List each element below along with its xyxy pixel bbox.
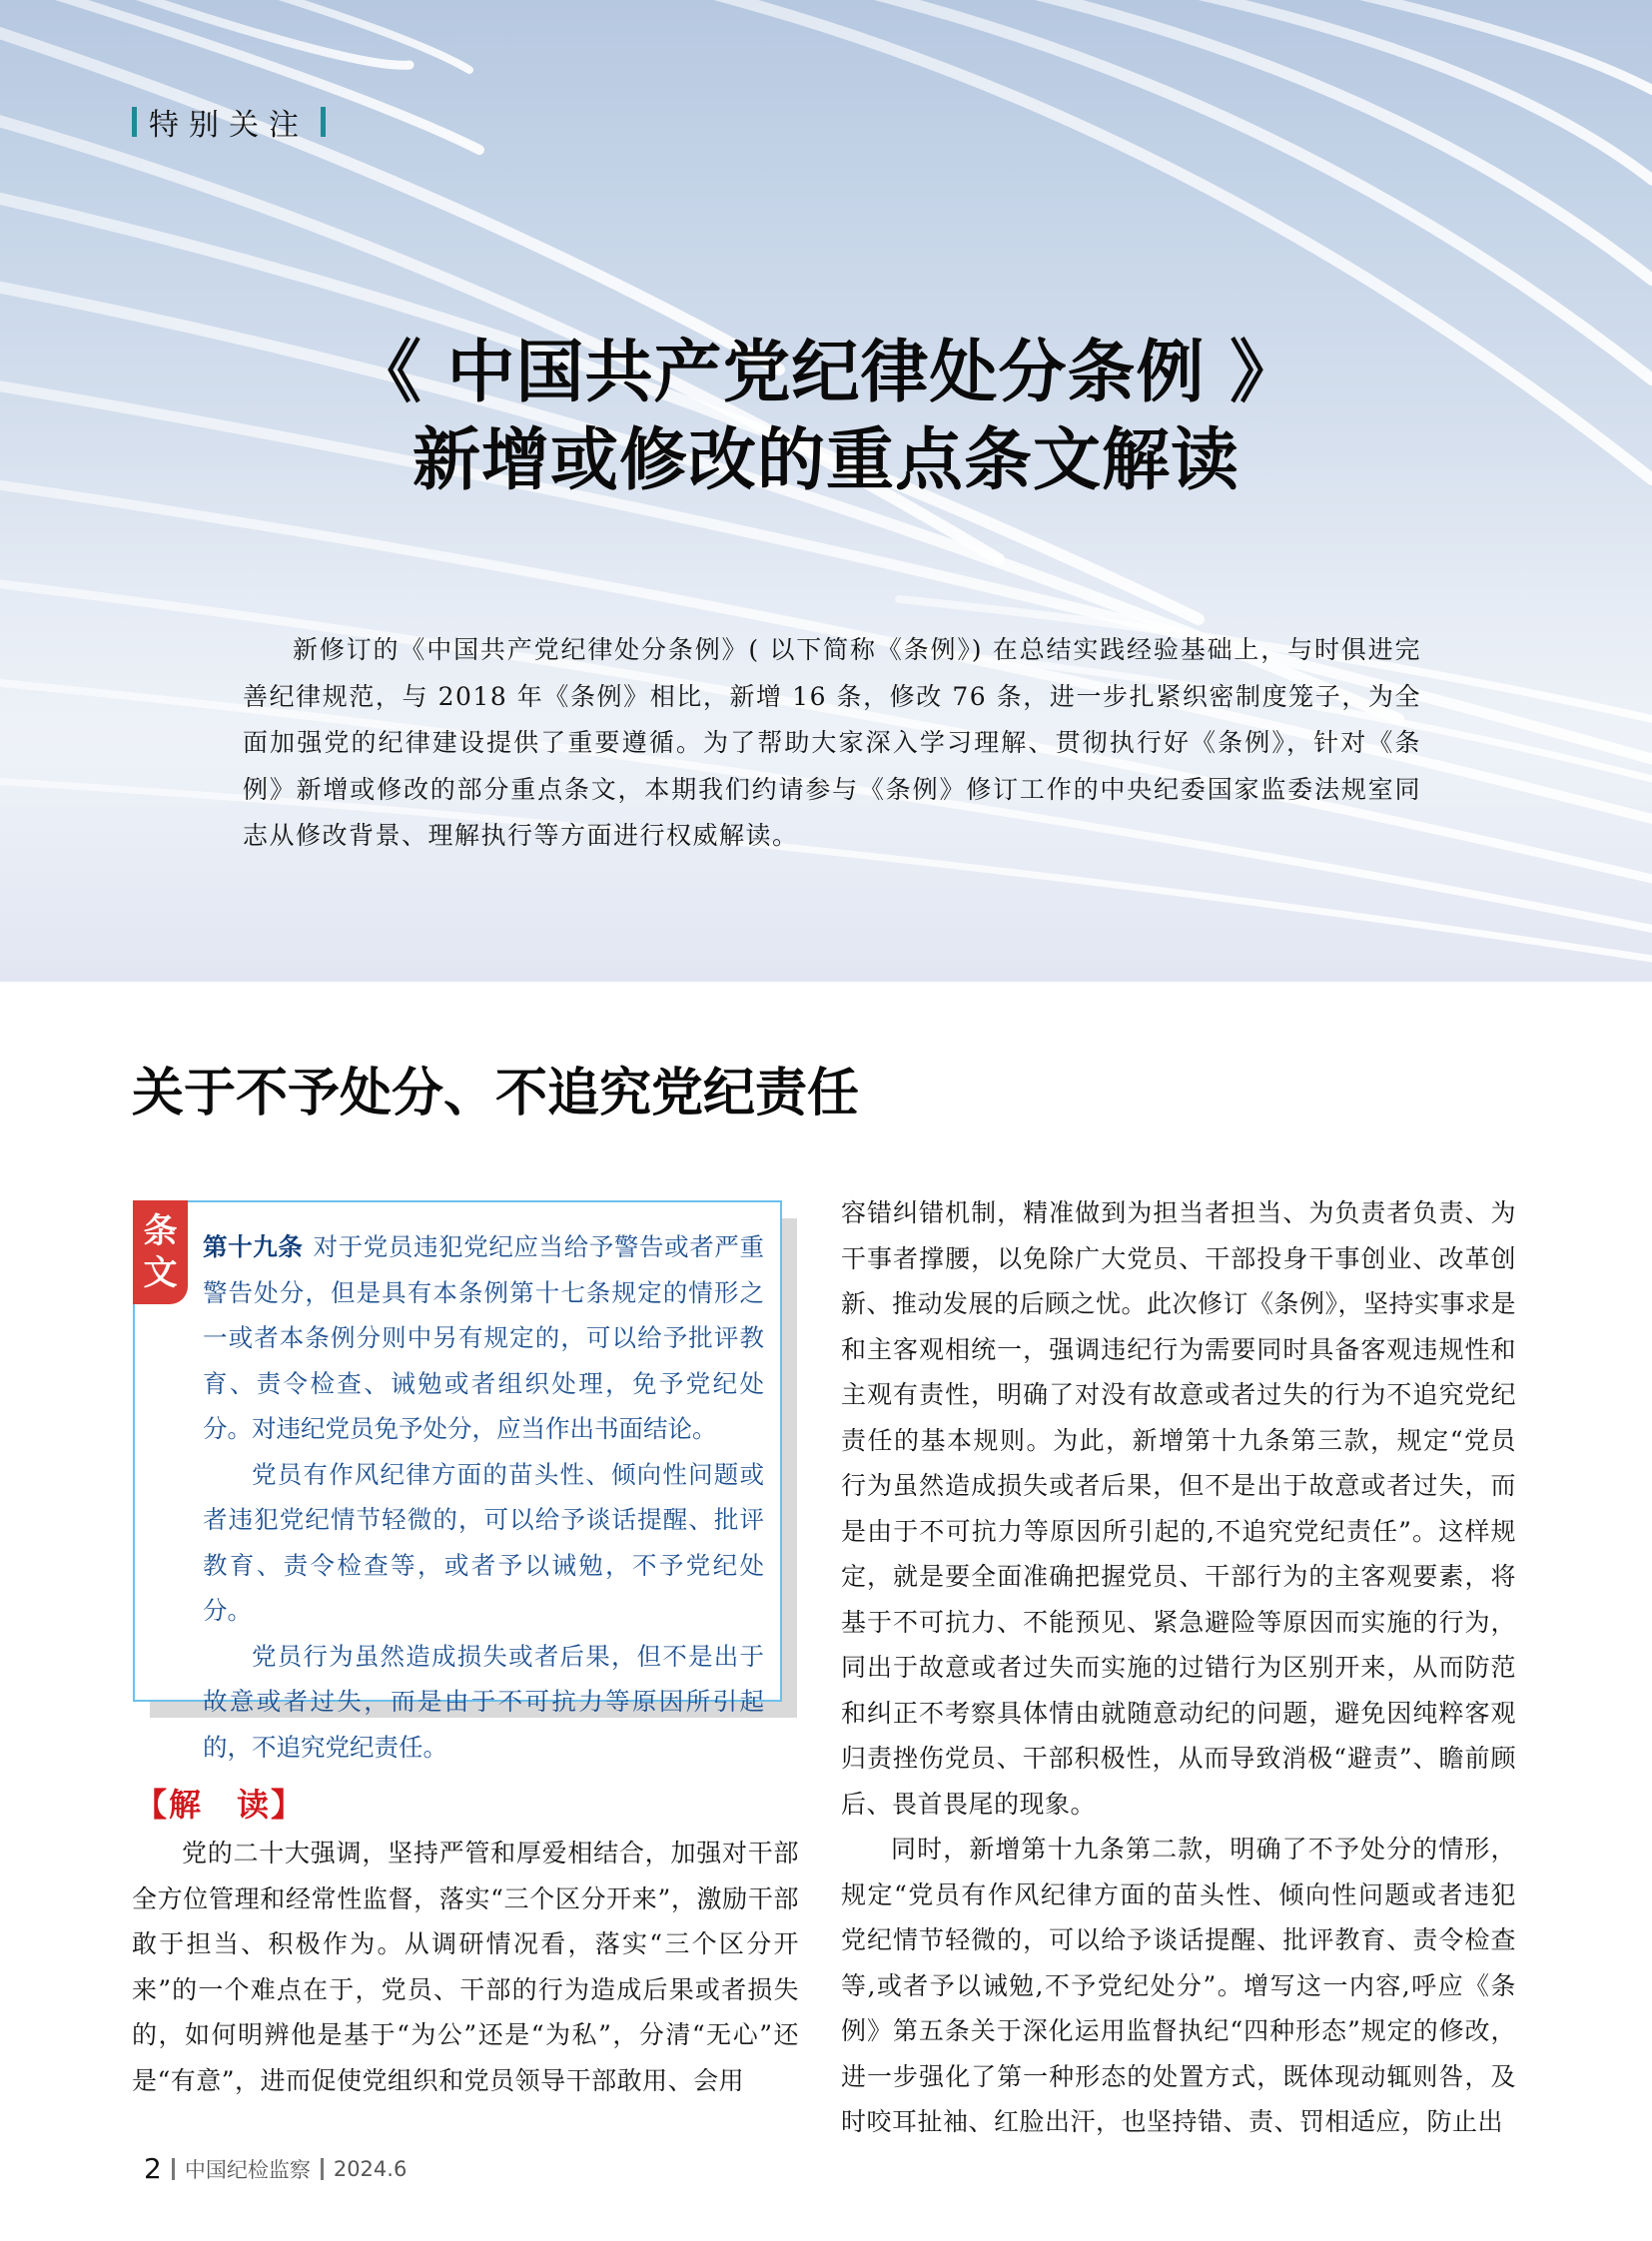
article-text — [203, 1224, 764, 1770]
footer-divider — [321, 2158, 324, 2180]
body-paragraph: 党的二十大强调，坚持严管和厚爱相结合，加强对干部全方位管理和经常性监督，落实“三个区分开来”，激励干部敢于担当、积极作为。从调研情况看，落实“三个区分开来”的一个难点在于，党员、干部的行为造成后果或者损失的，如何明辨他是基于“为公”还是“为私”，分清“无心”还是“有意”，进而促使党组织和党员领导干部敢用、会用 — [132, 1839, 799, 2095]
body-column-right — [841, 1190, 1516, 2145]
article-para2: 党员有作风纪律方面的苗头性、倾向性问题或者违犯党纪情节轻微的，可以给予谈话提醒、批评教育、责令检查等，或者予以诫勉，不予党纪处分。 — [203, 1459, 764, 1625]
article-tag-char2: 文 — [143, 1253, 178, 1293]
body-paragraph: 容错纠错机制，精准做到为担当者担当、为负责者负责、为干事者撑腰，以免除广大党员、干部投身干事创业、改革创新、推动发展的后顾之忧。此次修订《条例》，坚持实事求是和主客观相统一，强调违纪行为需要同时具备客观违规性和主观有责性，明确了对没有故意或者过失的行为不追究党纪责任的基本规则。为此，新增第十九条第三款，规定“党员行为虽然造成损失或者后果，但不是出于故意或者过失，而是由于不可抗力等原因所引起的,不追究党纪责任”。这样规定，就是要全面准确把握党员、干部行为的主客观要素，将基于不可抗力、不能预见、紧急避险等原因而实施的行为，同出于故意或者过失而实施的过错行为区别开来，从而防范和纠正不考察具体情由就随意动纪的问题，避免因纯粹客观归责挫伤党员、干部积极性，从而导致消极“避责”、瞻前顾后、畏首畏尾的现象。 — [841, 1198, 1517, 1819]
section-tag-label: 特别关注 — [149, 108, 309, 143]
hero-banner — [0, 0, 1652, 982]
lead-text: 新修订的《中国共产党纪律处分条例》( 以下简称《条例》) 在总结实践经验基础上，与时俱进完善纪律规范，与 2018 年《条例》相比，新增 16 条，修改 76 条，进一步扎紧织密制度笼子，为全面加强党的纪律建设提供了重要遵循。为了帮助大家深入学习理解、贯彻执行好《条例》，针对《条例》新增或修改的部分重点条文，本期我们约请参与《条例》修订工作的中央纪委国家监委法规室同志从修改背景、理解执行等方面进行权威解读。 — [243, 635, 1421, 850]
issue-number: 2024.6 — [333, 2156, 408, 2181]
page-footer — [144, 2152, 407, 2185]
article-para3: 党员行为虽然造成损失或者后果，但不是出于故意或者过失，而是由于不可抗力等原因所引起的，不追究党纪责任。 — [203, 1641, 764, 1762]
interpretation-label: 【解 读】 — [135, 1786, 306, 1824]
footer-divider — [172, 2158, 175, 2180]
page-title-line1: 《 中国共产党纪律处分条例 》 — [353, 334, 1299, 412]
body-paragraph: 同时，新增第十九条第二款，明确了不予处分的情形，规定“党员有作风纪律方面的苗头性、倾向性问题或者违犯党纪情节轻微的，可以给予谈话提醒、批评教育、责令检查等,或者予以诫勉,不予党纪处分”。增写这一内容,呼应《条例》第五条关于深化运用监督执纪“四种形态”规定的修改，进一步强化了第一种形态的处置方式，既体现动辄则咎，及时咬耳扯袖、红脸出汗，也坚持错、责、罚相适应，防止出 — [841, 1835, 1516, 2136]
tag-bar-left — [132, 107, 137, 137]
lead-paragraph — [243, 627, 1421, 860]
page-title-line2: 新增或修改的重点条文解读 — [412, 421, 1239, 500]
article-para1 — [203, 1224, 764, 1452]
article-tag — [133, 1200, 188, 1304]
body-column-left — [132, 1831, 799, 2103]
publication-name: 中国纪检监察 — [184, 2157, 311, 2182]
section-tag — [132, 102, 326, 142]
article-number: 第十九条 — [203, 1232, 304, 1261]
tag-bar-right — [321, 107, 326, 137]
article-para1-text: 对于党员违犯党纪应当给予警告或者严重警告处分，但是具有本条例第十七条规定的情形之一或者本条例分则中另有规定的，可以给予批评教育、责令检查、诫勉或者组织处理，免予党纪处分。对违纪党员免予处分，应当作出书面结论。 — [203, 1232, 765, 1443]
article-tag-char1: 条 — [143, 1211, 178, 1251]
page-number: 2 — [144, 2152, 162, 2185]
section-heading: 关于不予处分、不追究党纪责任 — [132, 1064, 860, 1123]
